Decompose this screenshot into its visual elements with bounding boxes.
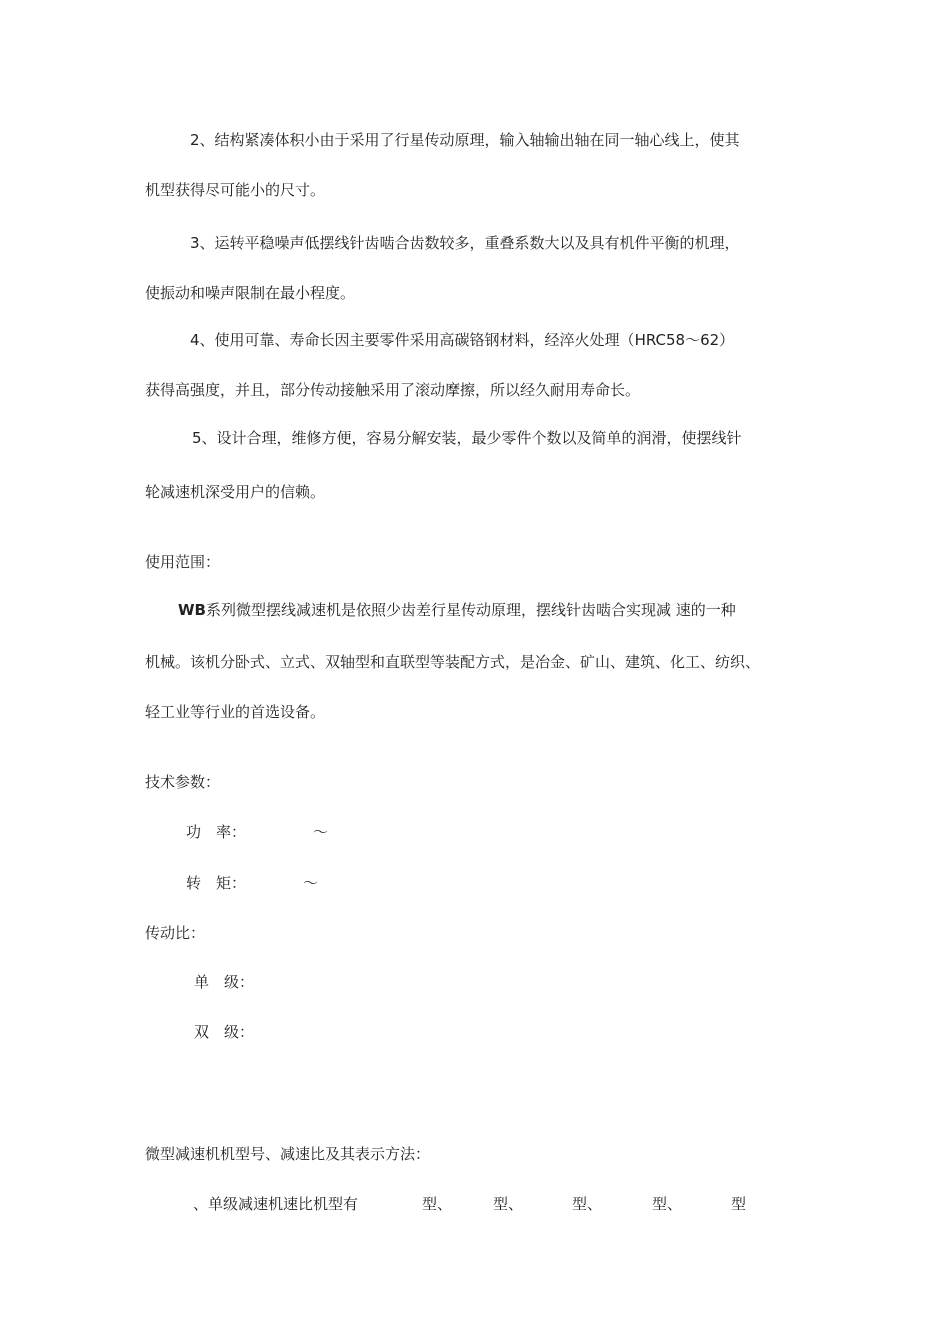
feature-5-line-2: 轮减速机深受用户的信赖。 — [145, 483, 326, 501]
feature-4-number: 4 — [190, 331, 200, 349]
usage-text-1: 系列微型摆线减速机是依照少齿差行星传动原理，摆线针齿啮合实现减 速的一种 — [205, 601, 736, 619]
double-stage-label: 双 级： — [194, 1023, 255, 1041]
model-type-4: 型、 — [652, 1195, 683, 1213]
models-heading: 微型减速机机型号、减速比及其表示方法： — [145, 1145, 431, 1163]
usage-heading: 使用范围： — [145, 553, 221, 571]
usage-line-3: 轻工业等行业的首选设备。 — [145, 703, 326, 721]
feature-2-number: 2 — [190, 131, 200, 149]
model-type-2: 型、 — [493, 1195, 524, 1213]
feature-4-line-2: 获得高强度，并且，部分传动接触采用了滚动摩擦，所以经久耐用寿命长。 — [145, 381, 641, 399]
single-stage-label: 单 级： — [194, 973, 255, 991]
model-type-1: 型、 — [422, 1195, 453, 1213]
tech-heading: 技术参数： — [145, 773, 221, 791]
feature-5-text: 、设计合理，维修方便，容易分解安装，最少零件个数以及简单的润滑，使摆线针 — [201, 429, 742, 447]
feature-4-text: 、使用可靠、寿命长因主要零件采用高碳铬钢材料，经淬火处理（ — [199, 331, 635, 349]
feature-5-line-1 — [192, 427, 742, 449]
model-type-3: 型、 — [572, 1195, 603, 1213]
feature-2-line-1 — [190, 129, 740, 151]
feature-4-line-1 — [190, 329, 734, 351]
usage-line-1 — [178, 599, 736, 621]
feature-3-line-2: 使振动和噪声限制在最小程度。 — [145, 284, 356, 302]
model-type-5: 型 — [731, 1195, 747, 1213]
ratio-heading: 传动比： — [145, 924, 206, 942]
feature-3-line-1 — [190, 232, 740, 254]
feature-2-text: 、结构紧凑体积小由于采用了行星传动原理，输入轴输出轴在同一轴心线上，使其 — [199, 131, 740, 149]
torque-value: ～ — [303, 874, 319, 892]
feature-5-number: 5 — [192, 429, 202, 447]
feature-2-line-2: 机型获得尽可能小的尺寸。 — [145, 181, 326, 199]
usage-line-2: 机械。该机分卧式、立式、双轴型和直联型等装配方式，是冶金、矿山、建筑、化工、纺织、 — [145, 653, 761, 671]
feature-4-hrc-value: HRC58～62 — [634, 331, 720, 349]
feature-3-text: 、运转平稳噪声低摆线针齿啮合齿数较多，重叠系数大以及具有机件平衡的机理， — [199, 234, 740, 252]
torque-label: 转 矩： — [186, 874, 247, 892]
power-label: 功 率： — [186, 823, 247, 841]
feature-3-number: 3 — [190, 234, 200, 252]
feature-4-paren-close: ） — [719, 331, 735, 349]
power-value: ～ — [313, 823, 329, 841]
models-line-prefix: 、单级减速机速比机型有 — [193, 1195, 359, 1213]
usage-brand: WB — [178, 601, 206, 619]
